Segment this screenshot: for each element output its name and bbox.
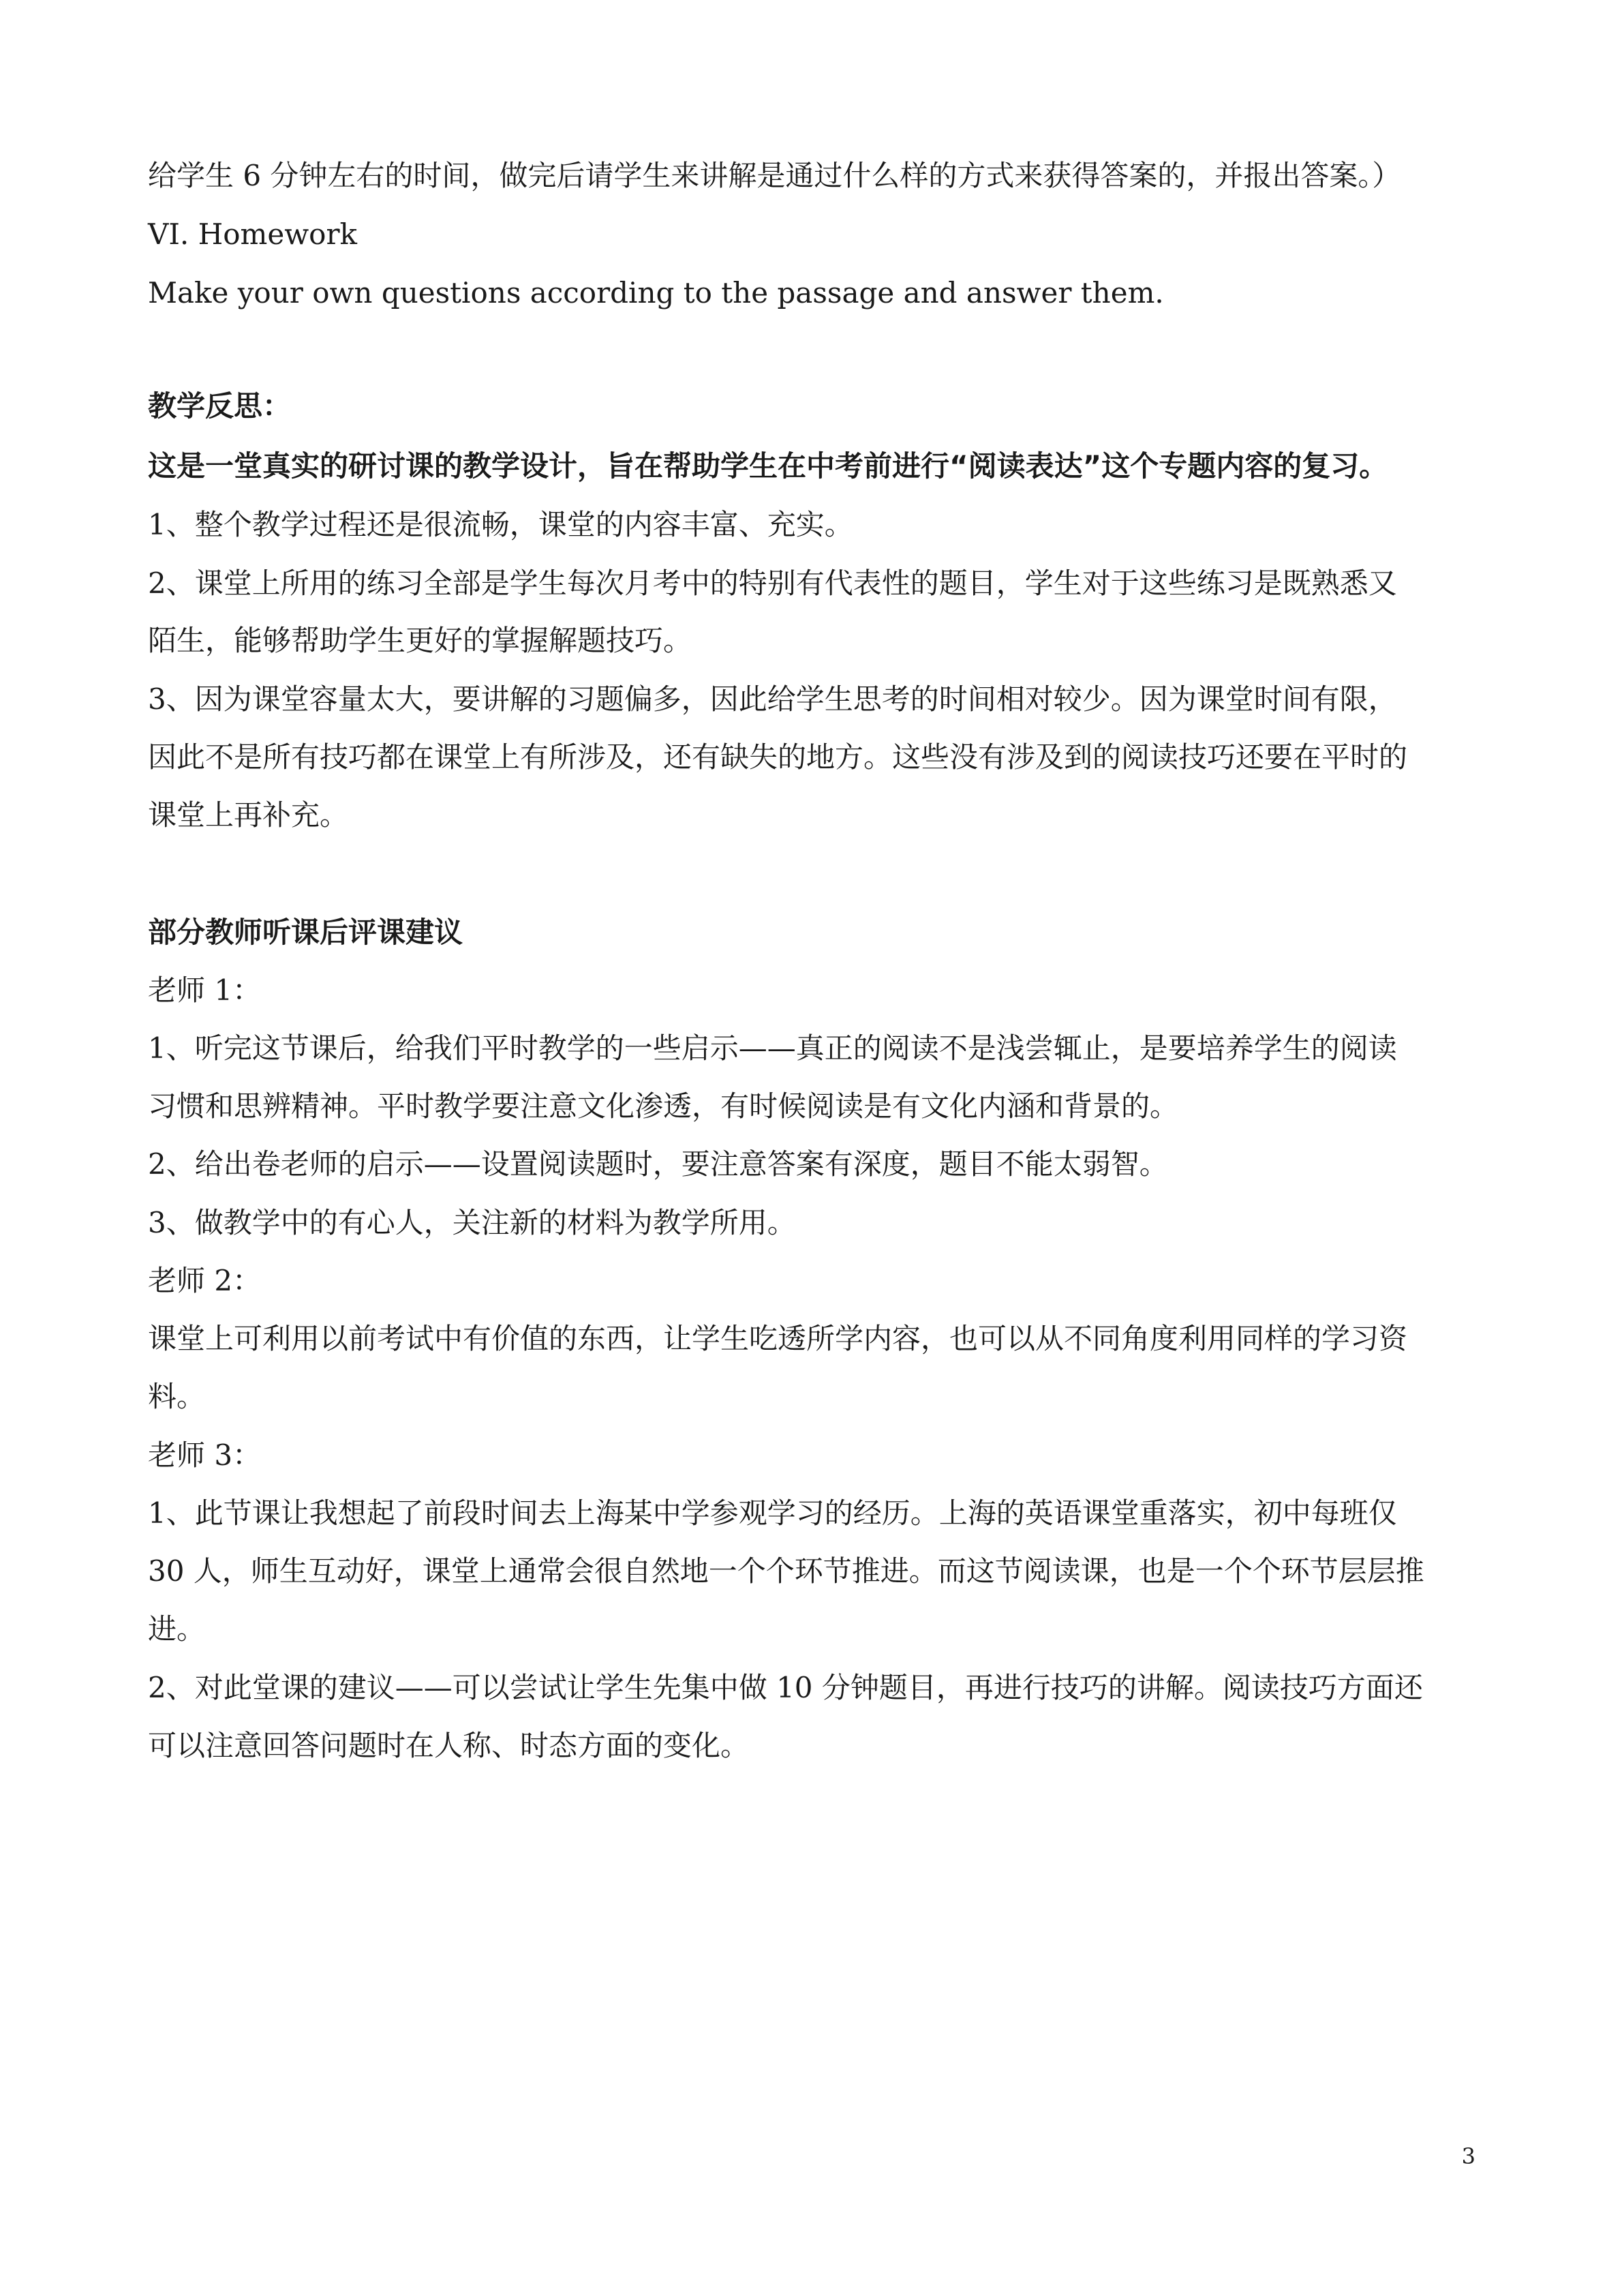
teacher-3-point-2-line-1: 2、对此堂课的建议——可以尝试让学生先集中做 10 分钟题目，再进行技巧的讲解。阅读技巧方面还: [148, 1671, 1423, 1704]
teacher-2-line-2: 料。: [148, 1380, 206, 1413]
reflection-point-3-line-1: 3、因为课堂容量太大，要讲解的习题偏多，因此给学生思考的时间相对较少。因为课堂时间有限，: [148, 682, 1397, 716]
teacher-2-label: 老师 2：: [148, 1264, 262, 1297]
reflection-point-2-line-1: 2、课堂上所用的练习全部是学生每次月考中的特别有代表性的题目，学生对于这些练习是既熟悉又: [148, 567, 1397, 600]
reflection-point-1: 1、整个教学过程还是很流畅，课堂的内容丰富、充实。: [148, 508, 853, 541]
teacher-1-label: 老师 1：: [148, 973, 262, 1007]
teacher-3-label: 老师 3：: [148, 1438, 262, 1472]
teacher-1-point-2: 2、给出卷老师的启示——设置阅读题时，要注意答案有深度，题目不能太弱智。: [148, 1147, 1168, 1181]
teacher-1-point-1-line-1: 1、听完这节课后，给我们平时教学的一些启示——真正的阅读不是浅尝辄止，是要培养学生的阅读: [148, 1031, 1397, 1065]
teacher-1-point-3: 3、做教学中的有心人，关注新的材料为教学所用。: [148, 1206, 796, 1239]
teacher-2-line-1: 课堂上可利用以前考试中有价值的东西，让学生吃透所学内容，也可以从不同角度利用同样的学习资: [148, 1322, 1408, 1355]
teacher-1-point-1-line-2: 习惯和思辨精神。平时教学要注意文化渗透，有时候阅读是有文化内涵和背景的。: [148, 1089, 1179, 1123]
teacher-3-point-2-line-2: 可以注意回答问题时在人称、时态方面的变化。: [148, 1729, 750, 1762]
page-number: 3: [1461, 2143, 1475, 2169]
reflection-point-3-line-2: 因此不是所有技巧都在课堂上有所涉及，还有缺失的地方。这些没有涉及到的阅读技巧还要在平时的: [148, 740, 1408, 774]
reflection-summary: 这是一堂真实的研讨课的教学设计，旨在帮助学生在中考前进行“阅读表达”这个专题内容的复习。: [148, 449, 1388, 483]
homework-text: Make your own questions according to the passage and answer them.: [148, 276, 1164, 309]
teacher-3-point-1-line-3: 进。: [148, 1612, 206, 1646]
teacher-3-point-1-line-2: 30 人，师生互动好，课堂上通常会很自然地一个个环节推进。而这节阅读课，也是一个个环节层层推: [148, 1554, 1424, 1588]
comments-title: 部分教师听课后评课建议: [148, 916, 463, 949]
teacher-3-point-1-line-1: 1、此节课让我想起了前段时间去上海某中学参观学习的经历。上海的英语课堂重落实，初中每班仅: [148, 1496, 1397, 1530]
intro-tail-line: 给学生 6 分钟左右的时间，做完后请学生来讲解是通过什么样的方式来获得答案的，并报出答案。）: [148, 159, 1401, 192]
reflection-point-3-line-3: 课堂上再补充。: [148, 798, 349, 832]
reflection-title: 教学反思：: [148, 389, 292, 423]
reflection-point-2-line-2: 陌生，能够帮助学生更好的掌握解题技巧。: [148, 624, 692, 657]
homework-heading: VI. Homework: [148, 217, 357, 251]
